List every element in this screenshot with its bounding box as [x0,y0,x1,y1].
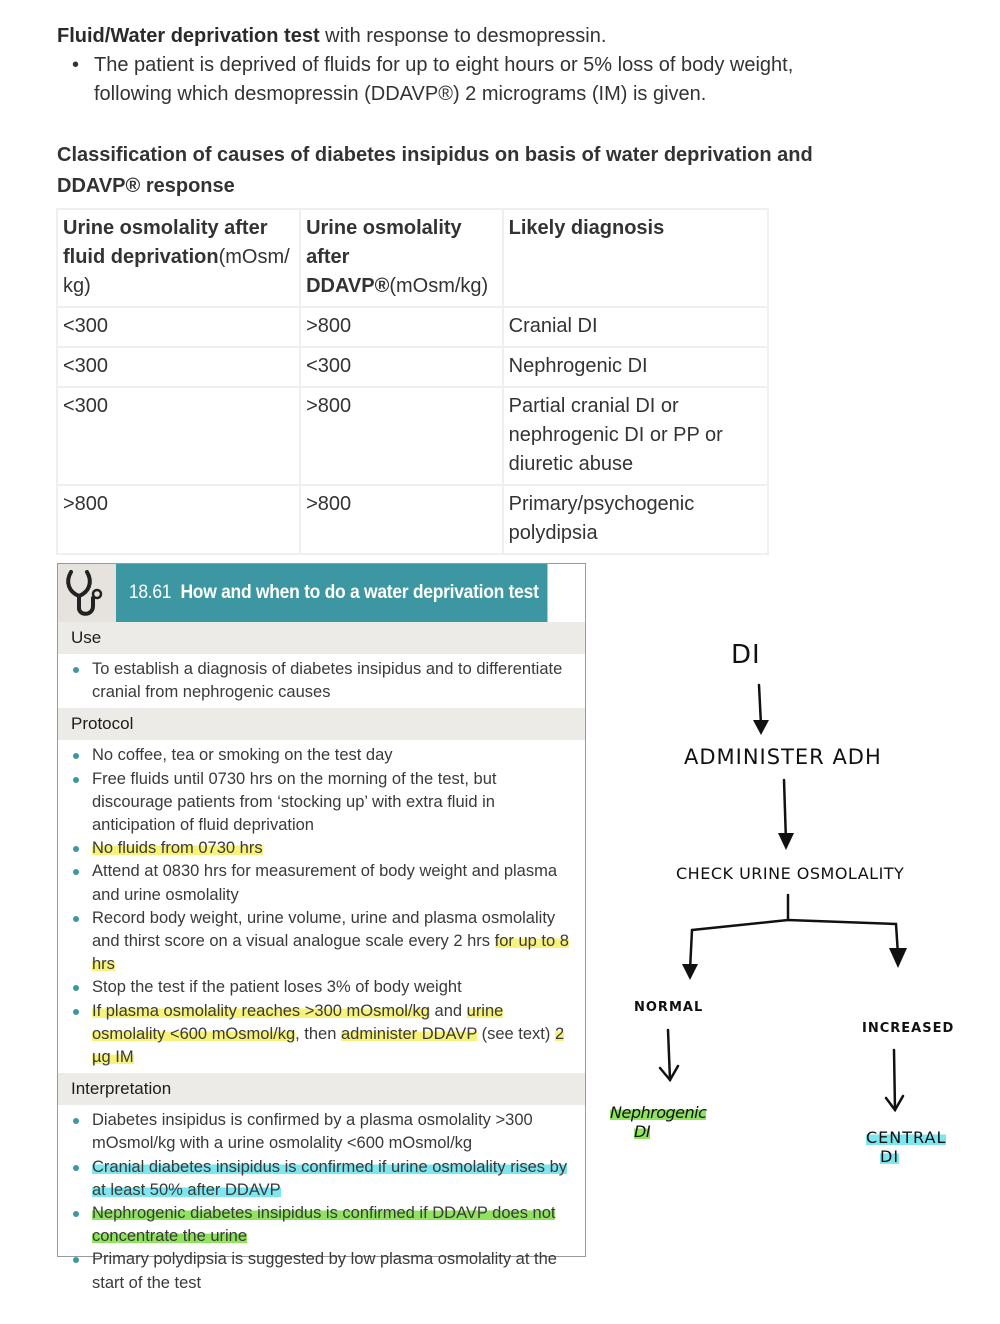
table-cell: >800 [57,485,300,554]
table-row [57,347,768,387]
list-item: No coffee, tea or smoking on the test day [92,744,575,767]
header-bold: Urine osmolality after DDAVP® [306,217,462,297]
intro-title-rest: with response to desmopressin. [319,25,607,47]
flow-branch-increased: INCREASED [862,1021,955,1036]
list-item [92,1000,575,1070]
intro-title [57,22,837,51]
table-cell: <300 [57,387,300,485]
table-cell: <300 [57,307,300,347]
table-header-row [57,209,768,307]
table-cell: Primary/psychogenic polydipsia [503,485,768,554]
highlight-yellow: urine osmolality <600 mOsmol/kg [92,1001,504,1043]
list-item: Primary polydipsia is suggested by low plasma osmolality at the start of the test [92,1248,575,1294]
table-cell: <300 [57,347,300,387]
intro-title-bold: Fluid/Water deprivation test [57,25,320,47]
table-cell: Nephrogenic DI [503,347,768,387]
highlight-yellow: administer DDAVP [341,1024,478,1043]
textbook-box [57,563,586,1292]
highlight-green: Nephrogenic diabetes insipidus is confirmed if DDAVP does not concentrate the urine [92,1204,556,1246]
flow-start-label: DI [731,640,761,670]
list-item [92,1156,575,1202]
list-text: (see text) [477,1024,555,1043]
table-row [57,485,768,554]
header-cell [57,209,300,307]
flow-result-nephrogenic [610,1103,706,1141]
highlight-yellow: 2 µg IM [92,1024,565,1067]
highlight-blue: DI [880,1147,900,1166]
highlight-yellow: No fluids from 0730 hrs [92,839,263,858]
list-text: Record body weight, urine volume, urine and plasma osmolality and thirst score on a visual analogue scale every 2 hrs [92,908,556,951]
highlight-yellow: If plasma osmolality reaches >300 mOsmol/kg [92,1001,430,1020]
classification-heading: Classification of causes of diabetes insipidus on basis of water deprivation and DDAVP® response [57,144,813,197]
table-cell: <300 [300,347,503,387]
highlight-blue: CENTRAL [866,1128,947,1147]
section-heading-use: Use [58,622,585,654]
list-item [92,907,575,977]
table-cell: >800 [300,307,503,347]
flow-step-administer-adh: ADMINISTER ADH [684,745,882,769]
header-bold: Likely diagnosis [508,217,665,239]
table-row [57,387,768,485]
list-item [92,837,575,860]
header-cell [300,209,503,307]
highlight-yellow: for up to 8 hrs [92,932,569,974]
table-cell: Cranial DI [503,307,768,347]
flow-result-central [866,1128,946,1166]
intro-bullets [57,51,837,109]
interpretation-list [58,1105,585,1299]
box-title-text: How and when to do a water deprivation test [180,582,539,603]
header-unit: (mOsm/ kg) [63,246,290,297]
header-bold: Urine osmolality after fluid deprivation [63,217,268,268]
header-cell [503,209,768,307]
list-item: Free fluids until 0730 hrs on the morning of the test, but discourage patients from ‘stocking up’ with extra fluid in anticipation of fluid deprivation [92,768,575,838]
classification-table [56,208,769,555]
intro-bullet: • The patient is deprived of fluids for up to eight hours or 5% loss of body weight, following which desmopressin (DDAVP®) 2 micrograms (IM) is given. [94,51,837,109]
flow-branch-normal: NORMAL [634,1000,704,1015]
box-title [116,564,547,622]
list-item: Attend at 0830 hrs for measurement of body weight and plasma and urine osmolality [92,860,575,906]
flow-step-check-urine: CHECK URINE OSMOLALITY [676,864,905,883]
highlight-blue: Cranial diabetes insipidus is confirmed if urine osmolality rises by at least 50% after DDAVP [92,1157,568,1199]
list-text: and [429,1001,467,1020]
box-number: 18.61 [128,582,172,603]
box-header [58,564,585,622]
table-cell: Partial cranial DI or nephrogenic DI or PP or diuretic abuse [503,387,768,485]
table-cell: >800 [300,485,503,554]
use-list [58,654,585,708]
header-unit: (mOsm/kg) [389,275,489,297]
table-cell: >800 [300,387,503,485]
list-item [92,1202,575,1248]
highlight-green: Nephrogenic [610,1103,707,1122]
table-row [57,307,768,347]
section-heading-protocol: Protocol [58,708,585,740]
list-item: To establish a diagnosis of diabetes insipidus and to differentiate cranial from nephrogenic causes [92,658,575,704]
section-heading-interpretation: Interpretation [58,1073,585,1105]
stethoscope-icon [58,564,116,622]
list-item: Diabetes insipidus is confirmed by a plasma osmolality >300 mOsmol/kg with a urine osmolality <600 mOsmol/kg [92,1109,575,1155]
list-item: Stop the test if the patient loses 3% of body weight [92,976,575,999]
list-text: , then [295,1024,341,1043]
protocol-list [58,740,585,1073]
intro-section [57,22,837,109]
highlight-green: DI [634,1122,651,1141]
